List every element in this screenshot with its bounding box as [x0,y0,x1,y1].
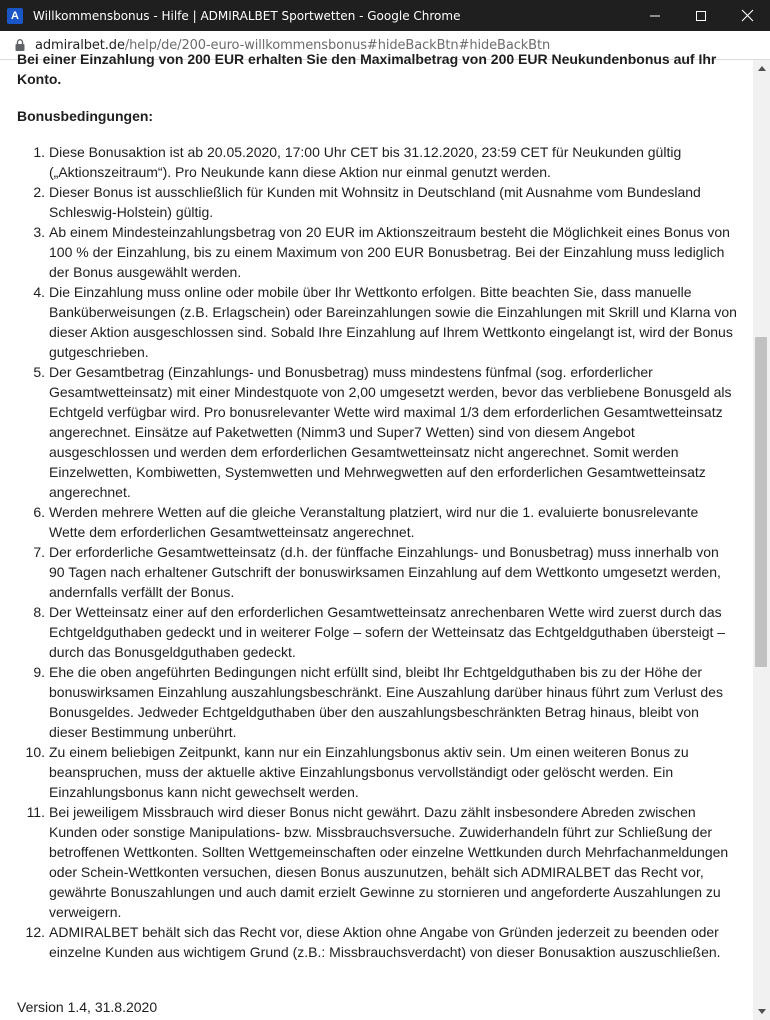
version-text: Version 1.4, 31.8.2020 [17,999,158,1015]
admiralbet-app-icon: A [7,8,23,24]
close-icon [742,10,753,21]
term-number: 5. [33,364,45,380]
term-item [0,502,738,542]
term-item [0,222,738,282]
term-number: 7. [33,544,45,560]
minimize-icon [650,11,660,21]
window-titlebar [0,0,770,31]
intro-text: Bei einer Einzahlung von 200 EUR erhalten Sie den Maximalbetrag von 200 EUR Neukundenbonus auf Ihr Konto. [17,51,717,87]
term-number: 2. [33,184,45,200]
maximize-button[interactable] [678,0,724,31]
term-number: 1. [33,144,45,160]
arrow-up-icon [758,66,766,71]
term-item [0,542,738,602]
close-button[interactable] [724,0,770,31]
term-item [0,602,738,662]
term-text: Ehe die oben angeführten Bedingungen nicht erfüllt sind, bleibt Ihr Echtgeldguthaben bis zu der Höhe der bonuswirksamen Einzahlung auszahlungsbeschränkt. Eine Auszahlung darüber hinaus führt zum Verlust des Bonusgeldes. Jedweder Echtgeldguthaben über den auszahlungsbeschränkten Betrag hinaus, bleibt von dieser Bestimmung unberührt. [49,664,723,740]
term-item [0,742,738,802]
term-item [0,802,738,922]
window-title: Willkommensbonus - Hilfe | ADMIRALBET Sportwetten - Google Chrome [33,8,461,23]
term-text: ADMIRALBET behält sich das Recht vor, diese Aktion ohne Angabe von Gründen jederzeit zu beenden oder einzelne Kunden aus wichtigem Grund (z.B.: Missbrauchsverdacht) von dieser Bonusaktion auszuschließen. [49,924,721,960]
term-item [0,662,738,742]
term-text: Der Wetteinsatz einer auf den erforderlichen Gesamtwetteinsatz anrechenbaren Wette wird zuerst durch das Echtgeldguthaben gedeckt und in weiterer Folge – sofern der Wetteinsatz das Echtgeldguthaben übersteigt – durch das Bonusgeldguthaben gedeckt. [49,604,726,660]
page-content [0,51,753,1020]
vertical-scrollbar[interactable] [753,60,770,1020]
term-number: 12. [25,924,45,940]
term-item [0,142,738,182]
term-text: Ab einem Mindesteinzahlungsbetrag von 20 EUR im Aktionszeitraum besteht die Möglichkeit eines Bonus von 100 % der Einzahlung, bis zu einem Maximum von 200 EUR Bonusbetrag. Bei der Einzahlung muss lediglich der Bonus ausgewählt werden. [49,224,730,280]
term-item [0,362,738,502]
scrollbar-thumb[interactable] [755,337,767,667]
term-text: Zu einem beliebigen Zeitpunkt, kann nur ein Einzahlungsbonus aktiv sein. Um einen weiteren Bonus zu beanspruchen, muss der aktuelle aktive Einzahlungsbonus vervollständigt oder gelöscht werden. Ein Einzahlungsbonus kann nicht gewechselt werden. [49,744,689,800]
term-number: 3. [33,224,45,240]
maximize-icon [696,11,706,21]
term-text: Der erforderliche Gesamtwetteinsatz (d.h. der fünffache Einzahlungs- und Bonusbetrag) muss innerhalb von 90 Tagen nach erhaltener Gutschrift der bonuswirksamen Einzahlung auf dem Wettkonto umgesetzt werden, andernfalls verfällt der Bonus. [49,544,721,600]
term-text: Der Gesamtbetrag (Einzahlungs- und Bonusbetrag) muss mindestens fünfmal (sog. erforderlicher Gesamtwetteinsatz) mit einer Mindestquote von 2,00 umgesetzt werden, bevor das verbliebene Bonusgeld als Echtgeld verfügbar wird. Pro bonusrelevanter Wette wird maximal 1/3 dem erforderlichen Gesamtwetteinsatz angerechnet. Einsätze auf Paketwetten (Nimm3 und Super7 Wetten) sind von diesem Angebot ausgeschlossen und werden dem erforderlichen Gesamtwetteinsatz nicht angerechnet. Somit werden Einzelwetten, Kombiwetten, Systemwetten und Mehrwegwetten auf den erforderlichen Gesamtwetteinsatz angerechnet. [49,364,732,500]
term-number: 4. [33,284,45,300]
url-path: /help/de/200-euro-willkommensbonus#hideBackBtn#hideBackBtn [124,37,551,53]
term-item [0,182,738,222]
term-number: 6. [33,504,45,520]
scroll-down-button[interactable] [753,1003,770,1020]
term-item [0,922,738,962]
arrow-down-icon [758,1009,766,1014]
terms-list [0,142,738,962]
scroll-up-button[interactable] [753,60,770,77]
url-domain: admiralbet.de [35,37,125,53]
bonus-conditions-heading: Bonusbedingungen: [17,108,154,124]
term-item [0,282,738,362]
term-text: Dieser Bonus ist ausschließlich für Kunden mit Wohnsitz in Deutschland (mit Ausnahme vom Bundesland Schleswig-Holstein) gültig. [49,184,701,220]
minimize-button[interactable] [632,0,678,31]
term-text: Bei jeweiligem Missbrauch wird dieser Bonus nicht gewährt. Dazu zählt insbesondere Abreden zwischen Kunden oder sonstige Manipulations- bzw. Missbrauchsversuche. Zuwiderhandeln führt zur Schließung der betroffenen Wettkonten. Sollten Wettgemeinschaften oder einzelne Wettkunden durch Mehrfachanmeldungen oder Schein-Wettkonten versuchen, diesen Bonus auszunutzen, behält sich ADMIRALBET das Recht vor, gewährte Bonuszahlungen und auch damit erzielt Gewinne zu stornieren und angeforderte Auszahlungen zu verweigern. [49,804,729,920]
term-number: 11. [26,804,45,820]
term-text: Werden mehrere Wetten auf die gleiche Veranstaltung platziert, wird nur die 1. evaluierte bonusrelevante Wette dem erforderlichen Gesamtwetteinsatz angerechnet. [49,504,699,540]
term-text: Diese Bonusaktion ist ab 20.05.2020, 17:00 Uhr CET bis 31.12.2020, 23:59 CET für Neukunden gültig („Aktionszeitraum“). Pro Neukunde kann diese Aktion nur einmal genutzt werden. [49,144,682,180]
term-number: 8. [33,604,45,620]
term-text: Die Einzahlung muss online oder mobile über Ihr Wettkonto erfolgen. Bitte beachten Sie, dass manuelle Banküberweisungen (z.B. Erlagschein) oder Bareinzahlungen sowie die Einzahlungen mit Skrill und Klarna von dieser Aktion ausgeschlossen sind. Sobald Ihre Einzahlung auf Ihrem Wettkonto eingelangt ist, wird der Bonus gutgeschrieben. [49,284,737,360]
term-number: 10. [25,744,45,760]
term-number: 9. [33,664,45,680]
